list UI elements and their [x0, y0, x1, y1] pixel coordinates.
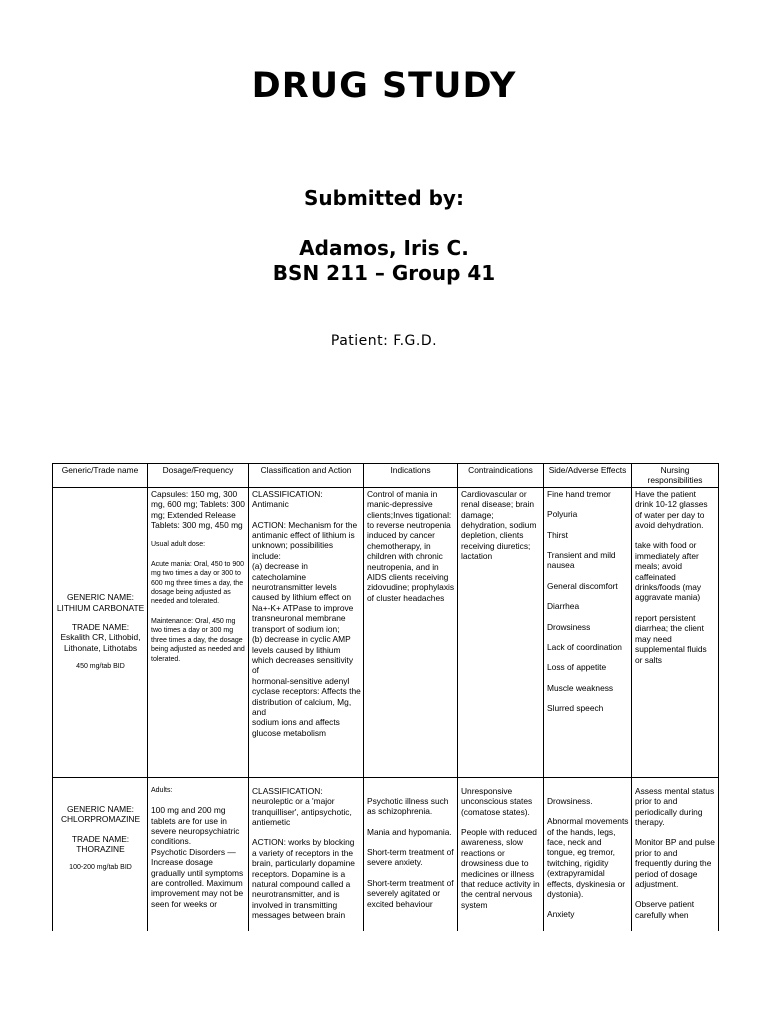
- header-contraindications: Contraindications: [458, 464, 544, 488]
- trade-name: THORAZINE: [76, 844, 125, 855]
- side-effect-item: Anxiety: [547, 909, 575, 920]
- header-dosage: Dosage/Frequency: [148, 464, 249, 488]
- order-dose: 450 mg/tab BID: [76, 663, 125, 671]
- action-text: hormonal-sensitive adenyl cyclase receptors: Affects the distribution of calcium, Mg, and: [252, 675, 361, 717]
- generic-name: LITHIUM CARBONATE: [56, 602, 145, 613]
- dosage-forms: Capsules: 150 mg, 300 mg, 600 mg; Tablets: 300 mg; Extended Release Tablets: 300 mg, 450 mg: [151, 488, 245, 531]
- indication-item: Mania and hypomania.: [367, 826, 452, 837]
- nursing-item: Assess mental status prior to and periodically during therapy.: [635, 785, 715, 828]
- nursing-item: Observe patient carefully when: [635, 899, 695, 920]
- side-effect-item: Diarrhea: [547, 601, 580, 612]
- side-effect-item: Loss of appetite: [547, 662, 607, 673]
- nursing-item: Have the patient drink 10-12 glasses of water per day to avoid dehydration.: [635, 488, 708, 531]
- student-section: BSN 211 – Group 41: [272, 261, 496, 285]
- dosage-text: Psychotic Disorders — Increase dosage gradually until symptoms are controlled. Maximum improvement may not be seen for weeks or: [151, 846, 244, 909]
- generic-name-label: GENERIC NAME:: [66, 803, 134, 814]
- trade-name: Eskalith CR, Lithobid, Lithonate, Lithotabs: [60, 632, 141, 653]
- trade-name-label: TRADE NAME:: [71, 621, 130, 632]
- contraindication-item: People with reduced awareness, slow reactions or drowsiness due to medicines or illness that reduce activity in the central nervous system: [461, 827, 540, 910]
- side-effect-item: Abnormal movements of the hands, legs, face, neck and tongue, eg tremor, twitching, rigidity (extrapyramidal effects, dyskinesia or dystonia).: [547, 816, 629, 900]
- page-bottom-margin: [0, 931, 768, 1024]
- classification: CLASSIFICATION: neuroleptic or a 'major tranquilliser', antipsychotic, antiemetic: [252, 785, 352, 828]
- generic-name: CHLORPROMAZINE: [60, 814, 141, 825]
- dosage-text: 100 mg and 200 mg tablets are for use in severe neuropsychiatric conditions.: [151, 805, 240, 847]
- classification: CLASSIFICATION: Antimanic: [252, 488, 323, 510]
- adults-label: Adults:: [151, 786, 173, 794]
- action-text: (b) decrease in cyclic AMP levels caused by lithium which decreases sensitivity of: [252, 634, 354, 676]
- side-effect-item: Thirst: [547, 529, 568, 540]
- action-text: ACTION: Mechanism for the antimanic effect of lithium is unknown; possibilities include:: [252, 519, 358, 561]
- document-title: DRUG STUDY: [251, 66, 517, 106]
- indication-item: Short-term treatment of severe anxiety.: [367, 847, 454, 868]
- side-effect-item: Fine hand tremor: [547, 488, 611, 499]
- contraindication-item: Unresponsive unconscious states (comatose states).: [461, 785, 533, 817]
- indications-cell: Control of mania in manic-depressive clients;Inves tigational: to reverse neutropenia induced by cancer chemotherapy, in children with chronic neutropenia, and in AIDS clients receiving zidovudine; prophylaxis of cluster headaches: [364, 487, 458, 777]
- header-nursing: Nursing responsibilities: [632, 464, 719, 488]
- side-effect-item: Transient and mild nausea: [547, 550, 616, 571]
- side-effect-item: Slurred speech: [547, 703, 604, 714]
- indication-item: Psychotic illness such as schizophrenia.: [367, 795, 449, 817]
- action-text: Na+-K+ ATPase to improve transneuronal membrane transport of sodium ion;: [252, 602, 354, 634]
- nursing-cell: [632, 487, 719, 777]
- drug-study-table: [52, 463, 719, 978]
- nursing-item: report persistent diarrhea; the client may need supplemental fluids or salts: [635, 612, 707, 665]
- student-name: Adamos, Iris C.: [299, 236, 469, 260]
- action-text: (a) decrease in catecholamine neurotransmitter levels caused by lithium effect on: [252, 561, 352, 603]
- table-row: [53, 487, 719, 777]
- dosage-cell: [148, 487, 249, 777]
- maintenance-dose: Maintenance: Oral, 450 mg two times a day or 300 mg three times a day, the dosage being adjusted as needed and tolerated.: [151, 617, 245, 663]
- classification-cell: [249, 487, 364, 777]
- generic-name-label: GENERIC NAME:: [66, 592, 134, 603]
- indication-item: Short-term treatment of severely agitated or excited behaviour: [367, 877, 454, 909]
- usual-dose-label: Usual adult dose:: [151, 541, 206, 549]
- table-header-row: [53, 464, 719, 488]
- action-text: ACTION: works by blocking a variety of receptors in the brain, particularly dopamine receptors. Dopamine is a natural compound called a neurotransmitter, and is involved in transmitting messages between brain: [252, 837, 355, 921]
- acute-mania-dose: Acute mania: Oral, 450 to 900 mg two times a day or 300 to 600 mg three times a day, the dosage being adjusted as needed and tolerated.: [151, 560, 244, 606]
- side-effects-cell: [544, 487, 632, 777]
- patient-label: Patient: F.G.D.: [330, 333, 438, 349]
- contraindications-cell: Cardiovascular or renal disease; brain damage; dehydration, sodium depletion, clients receiving diuretics; lactation: [458, 487, 544, 777]
- side-effect-item: General discomfort: [547, 580, 618, 591]
- side-effect-item: Muscle weakness: [547, 682, 614, 693]
- side-effect-item: Drowsiness: [547, 621, 591, 632]
- side-effect-item: Lack of coordination: [547, 642, 622, 653]
- order-dose: 100-200 mg/tab BID: [69, 864, 132, 872]
- side-effect-item: Drowsiness.: [547, 795, 593, 806]
- header-classification: Classification and Action: [249, 464, 364, 488]
- header-generic-trade: Generic/Trade name: [53, 464, 148, 488]
- header-indications: Indications: [364, 464, 458, 488]
- nursing-item: take with food or immediately after meals; avoid caffeinated drinks/foods (may aggravate mania): [635, 540, 702, 603]
- action-text: sodium ions and affects glucose metabolism: [252, 717, 340, 738]
- side-effect-item: Polyuria: [547, 509, 578, 520]
- nursing-item: Monitor BP and pulse prior to and frequently during the period of dosage adjustment.: [635, 837, 715, 890]
- submitted-by-label: Submitted by:: [304, 186, 464, 210]
- trade-name-label: TRADE NAME:: [71, 833, 130, 844]
- drug-name-cell: [53, 487, 148, 777]
- header-side-effects: Side/Adverse Effects: [544, 464, 632, 488]
